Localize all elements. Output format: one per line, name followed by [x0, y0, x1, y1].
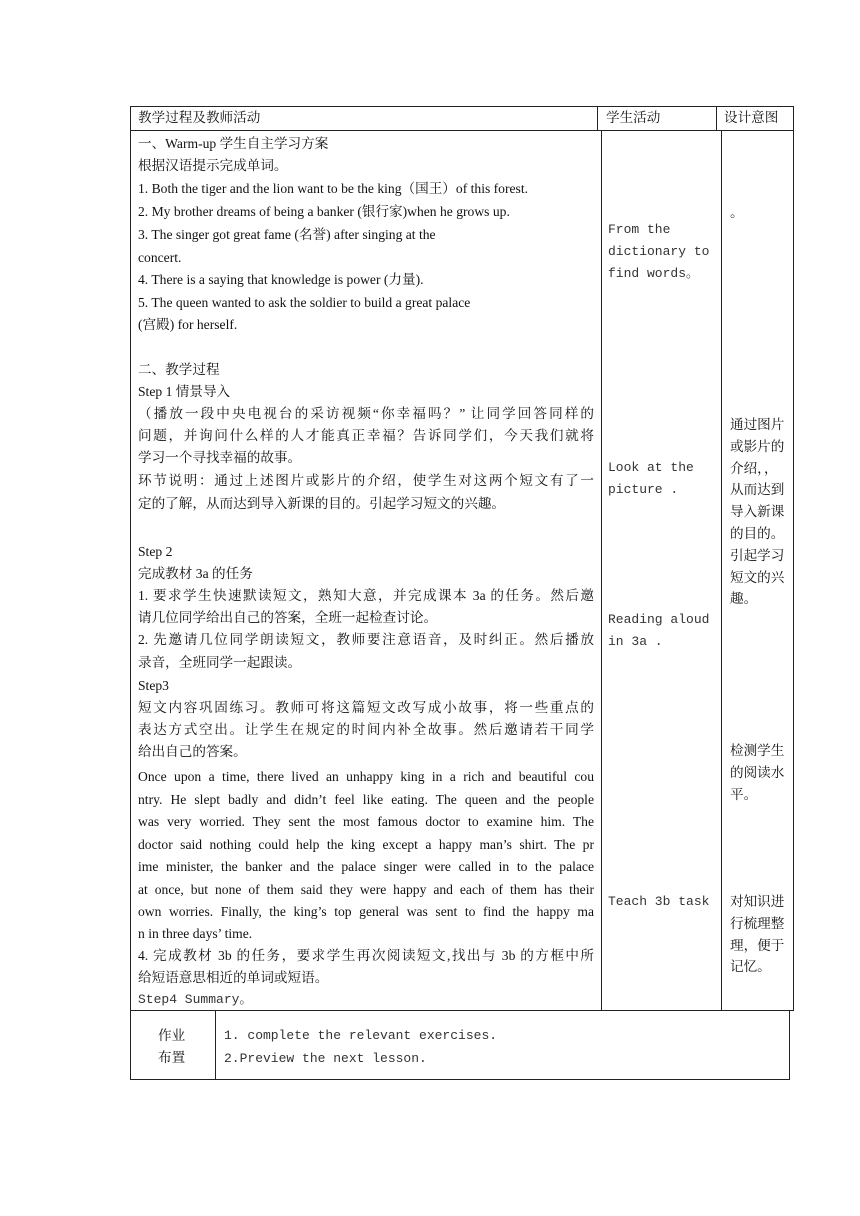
warmup-item-5: 5. The queen wanted to ask the soldier to build a great palace: [138, 295, 471, 310]
header-bottom-border: [130, 130, 794, 131]
header-design: 设计意图: [724, 110, 779, 125]
warmup-item-5-cont: (宫殿) for herself.: [138, 317, 238, 332]
step2-subtitle: 完成教材 3a 的任务: [138, 566, 253, 581]
warmup-item-1: 1. Both the tiger and the lion want to be the king（国王）of this forest.: [138, 181, 529, 196]
header-divider-2: [716, 106, 717, 131]
step2-line-1: 1. 要求学生快速默读短文，熟知大意，并完成课本 3a 的任务。然后邀: [138, 588, 594, 603]
student-activity-1-line-2: dictionary to: [608, 244, 710, 259]
student-activity-1-line-3: find words。: [608, 266, 700, 281]
design-note-2: 通过图片或影片的介绍，，从而达到导入新课的目的。引起学习短文的兴趣。: [730, 417, 785, 607]
story-line-3: was very worried. They sent the most famous doctor to examine him. The: [138, 814, 594, 829]
step2-line-2: 请几位同学给出自己的答案，全班一起检查讨论。: [138, 610, 438, 625]
header-process: 教学过程及教师活动: [138, 110, 261, 125]
table-left-border: [130, 106, 131, 1011]
step3-task4-line-1: 4. 完成教材 3b 的任务，要求学生再次阅读短文,找出与 3b 的方框中所: [138, 948, 594, 963]
design-note-3: 检测学生的阅读水平。: [730, 743, 785, 802]
story-line-4: doctor said nothing could help the king except a happy man’s shirt. The pr: [138, 837, 594, 852]
body-divider-1: [601, 130, 602, 1010]
step3-line-1: 短文内容巩固练习。教师可将这篇短文改写成小故事，将一些重点的: [138, 700, 594, 715]
section2-title: 二、教学过程: [138, 362, 220, 377]
design-note-4: 对知识进行梳理整理，便于记忆。: [730, 894, 785, 975]
student-activity-1-line-1: From the: [608, 222, 671, 237]
design-note-1: 。: [730, 205, 744, 220]
step1-line-5: 定的了解，从而达到导入新课的目的。引起学习短文的兴趣。: [138, 496, 506, 511]
homework-item-2: 2.Preview the next lesson.: [224, 1051, 427, 1066]
homework-bottom-border: [130, 1079, 790, 1080]
step3-task4-line-2: 给短语意思相近的单词或短语。: [138, 970, 329, 985]
homework-left-border: [130, 1010, 131, 1080]
step3-title: Step3: [138, 678, 169, 693]
student-activity-4: Teach 3b task: [608, 894, 710, 909]
homework-label-line-1: 作业: [158, 1028, 186, 1043]
header-divider-1: [597, 106, 598, 131]
story-line-7: own worries. Finally, the king’s top general was sent to find the happy ma: [138, 904, 594, 919]
body-divider-2: [721, 130, 722, 1010]
step2-line-4: 录音，全班同学一起跟读。: [138, 655, 302, 670]
step1-line-2: 问题，并询问什么样的人才能真正幸福？告诉同学们，今天我们就将: [138, 428, 594, 443]
student-activity-3-line-2: in 3a .: [608, 634, 663, 649]
homework-label-line-2: 布置: [158, 1050, 186, 1065]
student-activity-3-line-1: Reading aloud: [608, 612, 710, 627]
step3-line-3: 给出自己的答案。: [138, 744, 247, 759]
step1-title: Step 1 情景导入: [138, 384, 231, 399]
step4-summary: Step4 Summary。: [138, 992, 253, 1007]
homework-divider: [215, 1010, 216, 1080]
step2-line-3: 2. 先邀请几位同学朗读短文，教师要注意语音，及时纠正。然后播放: [138, 632, 594, 647]
step1-line-1: （播放一段中央电视台的采访视频“你幸福吗？” 让同学回答同样的: [138, 406, 594, 421]
story-line-8: n in three days’ time.: [138, 926, 253, 941]
warmup-item-4: 4. There is a saying that knowledge is power (力量).: [138, 272, 424, 287]
story-line-5: ime minister, the banker and the palace singer were called in to the palace: [138, 859, 594, 874]
step1-line-4: 环节说明：通过上述图片或影片的介绍，使学生对这两个短文有了一: [138, 473, 594, 488]
header-student: 学生活动: [606, 110, 661, 125]
homework-right-border: [789, 1010, 790, 1080]
step1-line-3: 学习一个寻找幸福的故事。: [138, 450, 302, 465]
student-activity-2-line-2: picture .: [608, 482, 679, 497]
story-line-1: Once upon a time, there lived an unhappy king in a rich and beautiful cou: [138, 769, 594, 784]
warmup-item-3-cont: concert.: [138, 250, 182, 265]
warmup-title: 一、Warm-up 学生自主学习方案: [138, 136, 329, 151]
student-activity-2-line-1: Look at the: [608, 460, 694, 475]
warmup-item-3: 3. The singer got great fame (名誉) after singing at the: [138, 227, 436, 242]
warmup-instruction: 根据汉语提示完成单词。: [138, 158, 288, 173]
step2-title: Step 2: [138, 544, 173, 559]
table-right-border: [793, 106, 794, 1011]
warmup-item-2: 2. My brother dreams of being a banker (银行家)when he grows up.: [138, 204, 510, 219]
story-line-2: ntry. He slept badly and didn’t feel like eating. The queen and the people: [138, 792, 594, 807]
story-line-6: at once, but none of them said they were happy and each of them has their: [138, 882, 594, 897]
step3-line-2: 表达方式空出。让学生在规定的时间内补全故事。然后邀请若干同学: [138, 722, 594, 737]
homework-item-1: 1. complete the relevant exercises.: [224, 1028, 498, 1043]
